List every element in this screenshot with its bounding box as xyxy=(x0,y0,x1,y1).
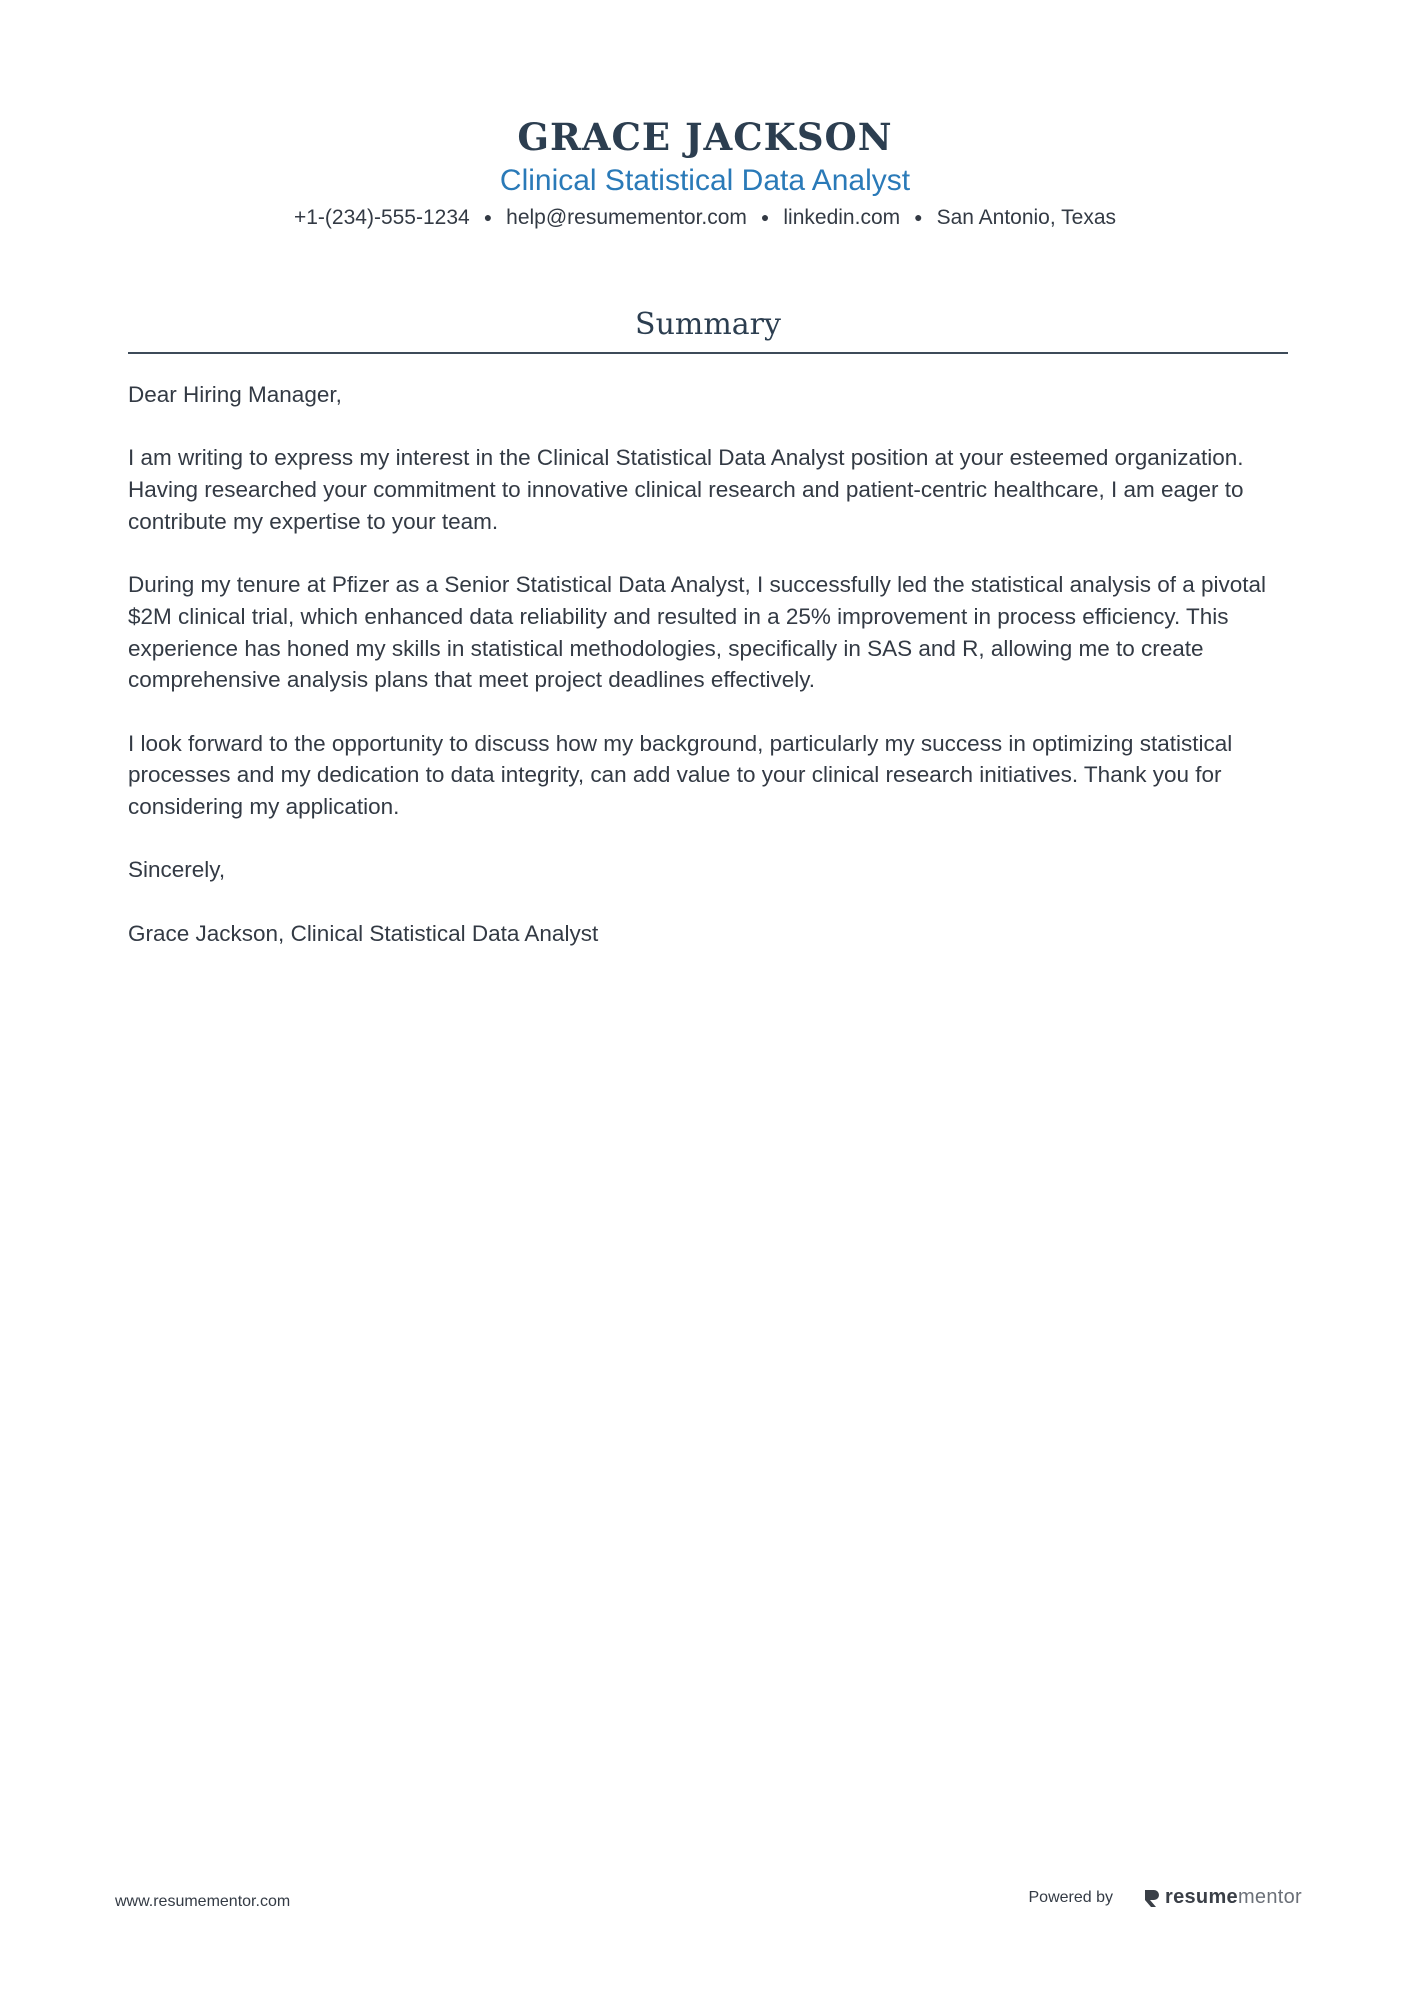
footer-website: www.resumementor.com xyxy=(115,1893,291,1910)
brand-logo xyxy=(1143,1886,1302,1909)
letter-header xyxy=(0,112,1410,233)
contact-line xyxy=(0,202,1410,233)
resumementor-logo-icon xyxy=(1143,1888,1161,1908)
letter-paragraph: During my tenure at Pfizer as a Senior Statistical Data Analyst, I successfully led the statistical analysis of a pivotal $2M clinical trial, which enhanced data reliability and resulted in a 25% improvement in process efficiency. This experience has honed my skills in statistical methodologies, specifically in SAS and R, allowing me to create comprehensive analysis plans that meet project deadlines effectively. xyxy=(128,572,1267,693)
brand-name-light: mentor xyxy=(1237,1886,1302,1908)
letter-greeting: Dear Hiring Manager, xyxy=(128,382,342,407)
letter-signature: Grace Jackson, Clinical Statistical Data Analyst xyxy=(128,920,599,946)
bullet-separator: ● xyxy=(914,209,923,225)
contact-phone: +1-(234)-555-1234 xyxy=(293,206,470,229)
brand-name-bold: resume xyxy=(1165,1886,1238,1908)
letter-paragraph: I look forward to the opportunity to discuss how my background, particularly my success in optimizing statistical processes and my dedication to data integrity, can add value to your clinical research initiatives. Thank you for considering my application. xyxy=(128,730,1233,820)
section-divider xyxy=(128,352,1288,354)
applicant-role: Clinical Statistical Data Analyst xyxy=(499,164,911,197)
letter-closing: Sincerely, xyxy=(128,857,226,883)
powered-by-label: Powered by xyxy=(1028,1888,1113,1906)
section-title: Summary xyxy=(635,307,781,342)
footer-branding xyxy=(1029,1886,1303,1909)
bullet-separator: ● xyxy=(760,209,770,225)
applicant-name: GRACE JACKSON xyxy=(517,115,893,159)
letter-paragraph: I am writing to express my interest in the Clinical Statistical Data Analyst position at your esteemed organization. Having researched your commitment to innovative clinical research and patient-centric healthcare, I am eager to contribute my expertise to your team. xyxy=(128,445,1244,534)
contact-linkedin: linkedin.com xyxy=(783,206,901,229)
contact-location: San Antonio, Texas xyxy=(936,206,1117,229)
contact-email: help@resumementor.com xyxy=(506,206,747,229)
bullet-separator: ● xyxy=(483,209,493,225)
letter-body xyxy=(128,379,1288,981)
